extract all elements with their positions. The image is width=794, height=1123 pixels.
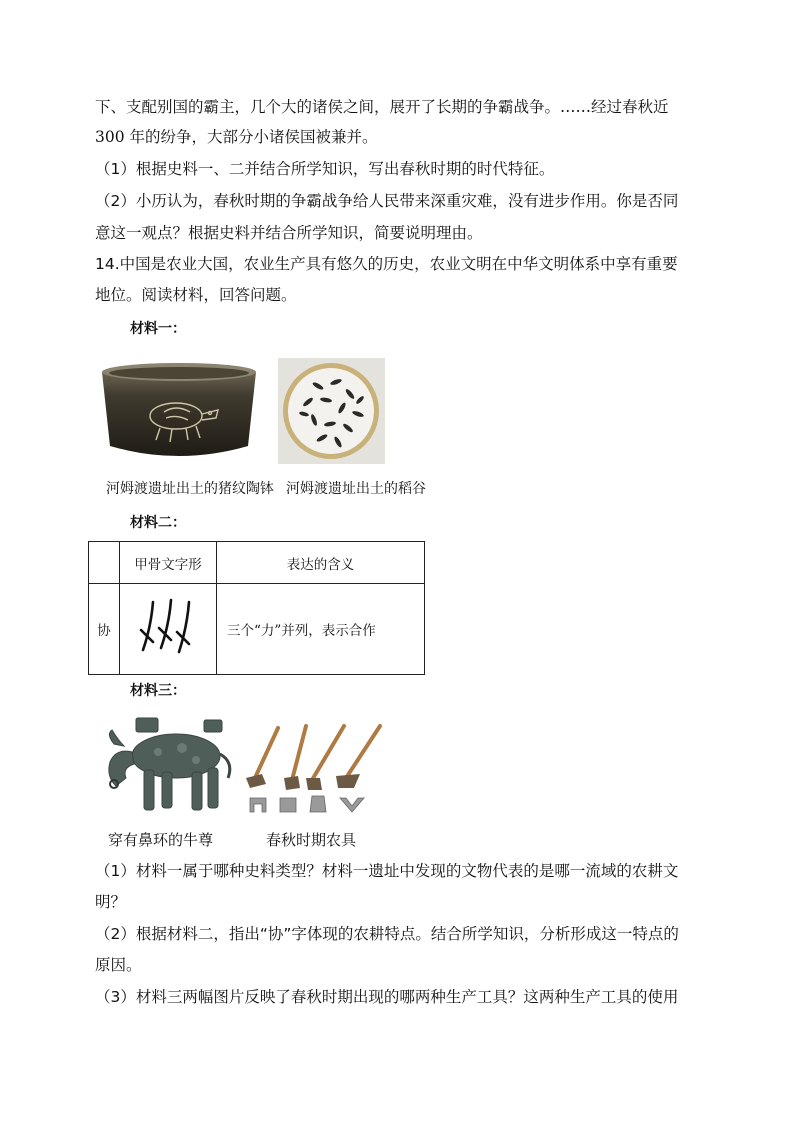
passage-line-2: 300 年的纷争，大部分小诸侯国被兼并。	[95, 128, 378, 146]
material-1-label: 材料一：	[130, 321, 186, 337]
question-14-3-line-1: （3）材料三两幅图片反映了春秋时期出现的哪两种生产工具？这两种生产工具的使用	[95, 988, 679, 1006]
question-14-1-line-2: 明？	[95, 893, 127, 911]
table-header-oracle-form: 甲骨文字形	[120, 542, 217, 584]
table-header-empty	[89, 542, 120, 584]
table-row	[89, 584, 425, 675]
question-13-2-line-1: （2）小历认为，春秋时期的争霸战争给人民带来深重灾难，没有进步作用。你是否同	[95, 192, 679, 210]
question-14-intro-line-1: 14.中国是农业大国，农业生产具有悠久的历史，农业文明在中华文明体系中享有重要	[95, 255, 678, 273]
oracle-bone-table	[88, 541, 425, 675]
table-cell-oracle-glyph	[120, 584, 217, 675]
question-14-intro-line-2: 地位。阅读材料，回答问题。	[95, 286, 297, 304]
oracle-bone-xie-glyph	[133, 592, 203, 662]
question-14-2-line-1: （2）根据材料二，指出“协”字体现的农耕特点。结合所学知识，分析形成这一特点的	[95, 925, 679, 943]
bronze-ox-zun-image	[96, 712, 238, 820]
question-14-2-line-2: 原因。	[95, 956, 142, 974]
question-13-1: （1）根据史料一、二并结合所学知识，写出春秋时期的时代特征。	[95, 160, 555, 178]
material-3-label: 材料三：	[130, 683, 186, 699]
question-14-1-line-1: （1）材料一属于哪种史料类型？材料一遗址中发现的文物代表的是哪一流域的农耕文	[95, 862, 679, 880]
table-cell-character: 协	[89, 584, 120, 675]
caption-ox-zun: 穿有鼻环的牛尊	[108, 831, 214, 849]
rice-grain-image	[278, 358, 385, 464]
passage-line-1: 下、支配别国的霸主，几个大的诸侯之间，展开了长期的争霸战争。……经过春秋近	[95, 98, 669, 116]
question-13-2-line-2: 意这一观点？根据史料并结合所学知识，简要说明理由。	[95, 224, 483, 242]
table-header-meaning: 表达的含义	[217, 542, 425, 584]
material-2-label: 材料二：	[130, 515, 186, 531]
table-header-row	[89, 542, 425, 584]
caption-rice-grain: 河姆渡遗址出土的稻谷	[286, 481, 426, 497]
caption-pottery-bowl: 河姆渡遗址出土的猪纹陶钵	[106, 481, 274, 497]
table-cell-meaning: 三个“力”并列，表示合作	[217, 584, 425, 675]
pig-pattern-pottery-bowl-image	[98, 358, 260, 464]
spring-autumn-farm-tools-image	[240, 722, 386, 820]
caption-farm-tools: 春秋时期农具	[266, 831, 357, 849]
